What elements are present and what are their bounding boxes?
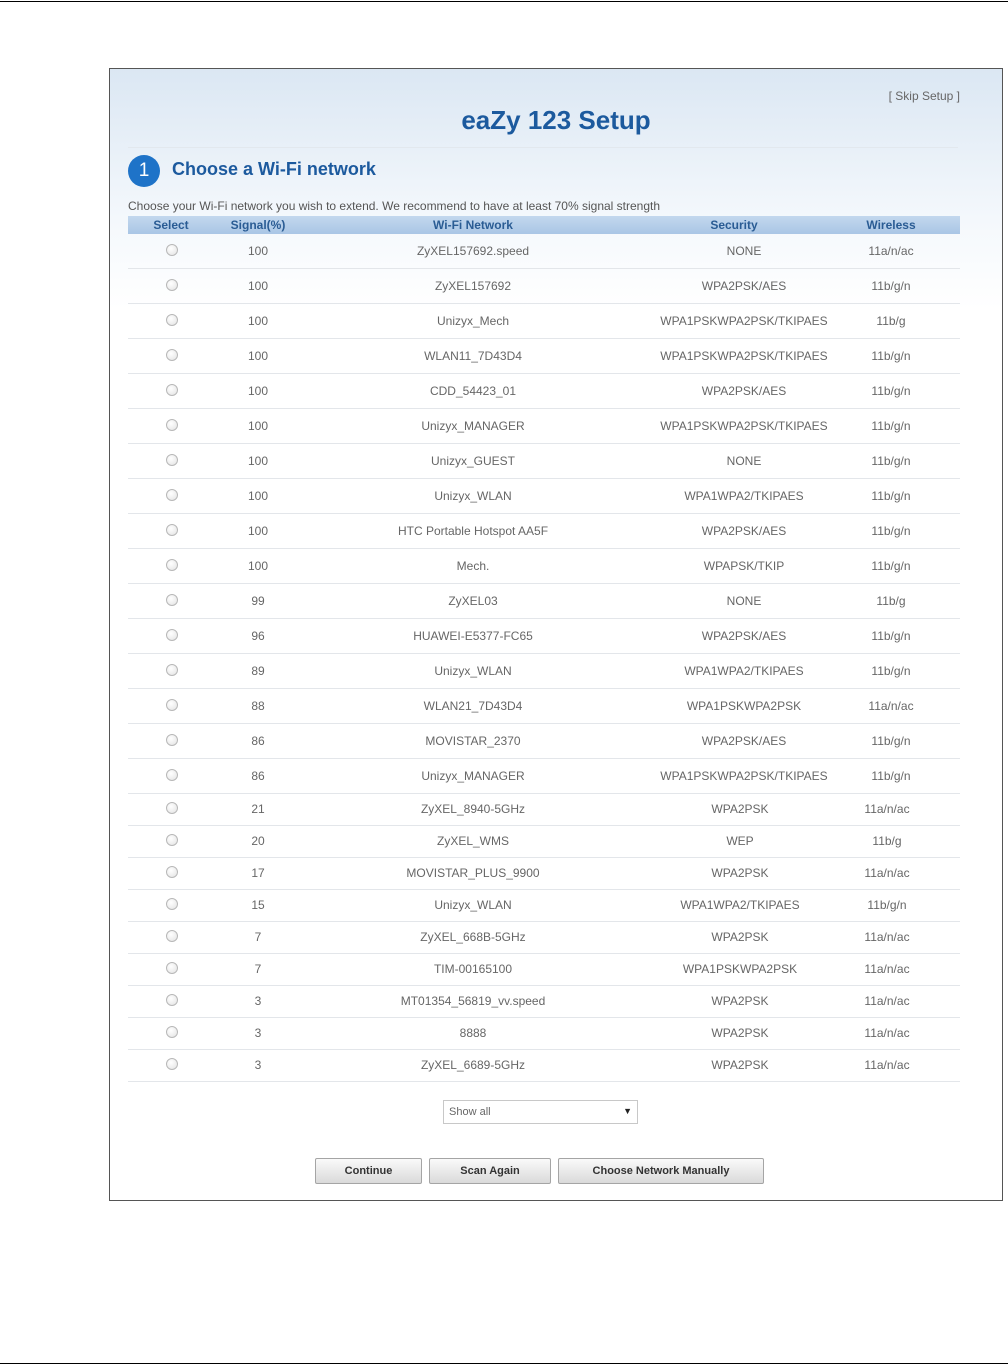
security-cell: WPA2PSK <box>711 1026 769 1040</box>
signal-cell: 15 <box>251 898 265 912</box>
wireless-mode-cell: 11a/n/ac <box>864 930 910 944</box>
signal-cell: 20 <box>251 834 265 848</box>
signal-cell: 100 <box>247 419 269 433</box>
select-radio[interactable] <box>166 349 178 361</box>
select-radio[interactable] <box>166 1058 178 1070</box>
signal-cell: 89 <box>251 664 265 678</box>
security-cell: WEP <box>726 834 754 848</box>
signal-cell: 100 <box>247 279 269 293</box>
signal-cell: 100 <box>247 244 269 258</box>
select-radio[interactable] <box>166 244 178 256</box>
select-radio[interactable] <box>166 699 178 711</box>
dropdown-arrow-icon: ▼ <box>623 1106 632 1116</box>
security-cell: NONE <box>726 244 762 258</box>
wireless-mode-cell: 11b/g/n <box>871 489 911 503</box>
network-name-cell: ZyXEL157692.speed <box>416 244 530 258</box>
network-name-cell: Unizyx_GUEST <box>430 454 516 468</box>
network-name-cell: ZyXEL_668B-5GHz <box>420 930 526 944</box>
table-row[interactable] <box>128 759 960 794</box>
title-divider <box>128 147 958 148</box>
select-radio[interactable] <box>166 629 178 641</box>
signal-cell: 99 <box>251 594 265 608</box>
wireless-mode-cell: 11b/g/n <box>871 769 911 783</box>
security-cell: WPA2PSK <box>711 802 769 816</box>
network-name-cell: ZyXEL_8940-5GHz <box>420 802 526 816</box>
signal-cell: 100 <box>247 524 269 538</box>
network-name-cell: CDD_54423_01 <box>429 384 517 398</box>
table-row[interactable] <box>128 479 960 514</box>
security-cell: WPAPSK/TKIP <box>703 559 785 573</box>
wireless-mode-cell: 11b/g <box>872 834 902 848</box>
table-row[interactable] <box>128 549 960 584</box>
select-radio[interactable] <box>166 279 178 291</box>
wifi-network-table <box>128 216 960 1082</box>
security-cell: NONE <box>726 594 762 608</box>
signal-cell: 100 <box>247 454 269 468</box>
network-name-cell: MT01354_56819_vv.speed <box>400 994 546 1008</box>
wireless-mode-cell: 11a/n/ac <box>864 1058 910 1072</box>
security-cell: WPA1PSKWPA2PSK/TKIPAES <box>660 349 828 363</box>
signal-cell: 100 <box>247 559 269 573</box>
wireless-mode-cell: 11b/g/n <box>867 898 907 912</box>
select-radio[interactable] <box>166 314 178 326</box>
select-radio[interactable] <box>166 834 178 846</box>
network-name-cell: MOVISTAR_2370 <box>425 734 521 748</box>
wireless-mode-cell: 11a/n/ac <box>864 802 910 816</box>
wireless-mode-cell: 11b/g/n <box>871 524 911 538</box>
show-filter-value: Show all <box>449 1106 491 1118</box>
wireless-mode-cell: 11a/n/ac <box>868 244 914 258</box>
header-wireless: Wireless <box>866 218 916 232</box>
wireless-mode-cell: 11b/g/n <box>871 734 911 748</box>
network-name-cell: Unizyx_WLAN <box>434 489 512 503</box>
signal-cell: 17 <box>251 866 265 880</box>
wireless-mode-cell: 11b/g/n <box>871 349 911 363</box>
table-row[interactable] <box>128 1050 960 1082</box>
security-cell: WPA2PSK <box>711 1058 769 1072</box>
network-name-cell: ZyXEL03 <box>448 594 498 608</box>
step-title: Choose a Wi-Fi network <box>172 159 376 179</box>
select-radio[interactable] <box>166 384 178 396</box>
security-cell: WPA1WPA2/TKIPAES <box>684 664 804 678</box>
signal-cell: 86 <box>251 769 265 783</box>
security-cell: WPA1PSKWPA2PSK <box>686 699 802 713</box>
network-name-cell: ZyXEL_WMS <box>436 834 509 848</box>
select-radio[interactable] <box>166 594 178 606</box>
table-row[interactable] <box>128 794 960 826</box>
security-cell: WPA1WPA2/TKIPAES <box>680 898 800 912</box>
select-radio[interactable] <box>166 802 178 814</box>
header-security: Security <box>710 218 758 232</box>
table-row[interactable] <box>128 922 960 954</box>
table-row[interactable] <box>128 269 960 304</box>
signal-cell: 100 <box>247 384 269 398</box>
signal-cell: 21 <box>251 802 265 816</box>
select-radio[interactable] <box>166 898 178 910</box>
wireless-mode-cell: 11a/n/ac <box>864 866 910 880</box>
table-row[interactable] <box>128 654 960 689</box>
select-radio[interactable] <box>166 419 178 431</box>
signal-cell: 86 <box>251 734 265 748</box>
wireless-mode-cell: 11b/g/n <box>871 419 911 433</box>
continue-button[interactable]: Continue <box>315 1158 422 1184</box>
security-cell: WPA1PSKWPA2PSK/TKIPAES <box>660 314 828 328</box>
signal-cell: 3 <box>254 994 262 1008</box>
signal-cell: 7 <box>254 962 262 976</box>
select-radio[interactable] <box>166 769 178 781</box>
wireless-mode-cell: 11b/g <box>876 314 906 328</box>
table-row[interactable] <box>128 724 960 759</box>
wireless-mode-cell: 11a/n/ac <box>864 994 910 1008</box>
choose-network-manually-button[interactable]: Choose Network Manually <box>558 1158 764 1184</box>
page-top-rule <box>0 1 1008 2</box>
wireless-mode-cell: 11b/g <box>876 594 906 608</box>
network-name-cell: Mech. <box>456 559 490 573</box>
setup-wizard-panel <box>109 68 1003 1201</box>
table-row[interactable] <box>128 1018 960 1050</box>
wireless-mode-cell: 11a/n/ac <box>864 962 910 976</box>
table-body <box>128 234 960 1082</box>
security-cell: WPA2PSK/AES <box>701 279 787 293</box>
header-select: Select <box>153 218 189 232</box>
table-row[interactable] <box>128 514 960 549</box>
signal-cell: 100 <box>247 349 269 363</box>
select-radio[interactable] <box>166 734 178 746</box>
scan-again-button[interactable]: Scan Again <box>429 1158 551 1184</box>
table-row[interactable] <box>128 954 960 986</box>
wireless-mode-cell: 11b/g/n <box>871 454 911 468</box>
select-radio[interactable] <box>166 559 178 571</box>
network-name-cell: Unizyx_WLAN <box>434 664 512 678</box>
table-row[interactable] <box>128 826 960 858</box>
security-cell: WPA2PSK <box>711 994 769 1008</box>
wireless-mode-cell: 11b/g/n <box>871 279 911 293</box>
select-radio[interactable] <box>166 524 178 536</box>
network-name-cell: ZyXEL_6689-5GHz <box>420 1058 526 1072</box>
signal-cell: 100 <box>247 314 269 328</box>
wireless-mode-cell: 11b/g/n <box>871 629 911 643</box>
table-row[interactable] <box>128 890 960 922</box>
table-row[interactable] <box>128 234 960 269</box>
table-row[interactable] <box>128 986 960 1018</box>
table-row[interactable] <box>128 409 960 444</box>
security-cell: NONE <box>726 454 762 468</box>
header-wifi-network: Wi-Fi Network <box>433 218 513 232</box>
network-name-cell: MOVISTAR_PLUS_9900 <box>406 866 540 880</box>
table-row[interactable] <box>128 858 960 890</box>
wireless-mode-cell: 11b/g/n <box>871 664 911 678</box>
signal-cell: 100 <box>247 489 269 503</box>
header-signal: Signal(%) <box>230 218 286 232</box>
signal-cell: 3 <box>254 1026 262 1040</box>
network-name-cell: 8888 <box>459 1026 487 1040</box>
network-name-cell: Unizyx_MANAGER <box>421 769 525 783</box>
table-row[interactable] <box>128 374 960 409</box>
security-cell: WPA2PSK/AES <box>701 734 787 748</box>
security-cell: WPA2PSK/AES <box>701 629 787 643</box>
select-radio[interactable] <box>166 994 178 1006</box>
page-title: eaZy 123 Setup <box>461 105 651 135</box>
network-name-cell: WLAN11_7D43D4 <box>424 349 522 363</box>
table-row[interactable] <box>128 304 960 339</box>
table-row[interactable] <box>128 689 960 724</box>
table-row[interactable] <box>128 444 960 479</box>
network-name-cell: Unizyx_WLAN <box>434 898 512 912</box>
network-name-cell: Unizyx_MANAGER <box>421 419 525 433</box>
network-name-cell: TIM-00165100 <box>433 962 513 976</box>
select-radio[interactable] <box>166 930 178 942</box>
signal-cell: 3 <box>254 1058 262 1072</box>
security-cell: WPA2PSK/AES <box>701 524 787 538</box>
select-radio[interactable] <box>166 454 178 466</box>
signal-cell: 7 <box>254 930 262 944</box>
select-radio[interactable] <box>166 962 178 974</box>
show-filter-select[interactable] <box>443 1100 638 1124</box>
network-name-cell: Unizyx_Mech <box>436 314 510 328</box>
security-cell: WPA1WPA2/TKIPAES <box>684 489 804 503</box>
select-radio[interactable] <box>166 1026 178 1038</box>
network-name-cell: HUAWEI-E5377-FC65 <box>413 629 533 643</box>
step-number-badge: 1 <box>128 155 160 187</box>
signal-cell: 88 <box>251 699 265 713</box>
table-row[interactable] <box>128 339 960 374</box>
table-row[interactable] <box>128 619 960 654</box>
instruction-text: Choose your Wi-Fi network you wish to extend. We recommend to have at least 70% signal strength <box>128 199 661 213</box>
wireless-mode-cell: 11b/g/n <box>871 384 911 398</box>
select-radio[interactable] <box>166 664 178 676</box>
select-radio[interactable] <box>166 489 178 501</box>
security-cell: WPA2PSK <box>711 866 769 880</box>
table-row[interactable] <box>128 584 960 619</box>
skip-setup-link[interactable]: [ Skip Setup ] <box>888 89 960 103</box>
network-name-cell: WLAN21_7D43D4 <box>423 699 523 713</box>
security-cell: WPA1PSKWPA2PSK/TKIPAES <box>660 769 828 783</box>
wireless-mode-cell: 11a/n/ac <box>868 699 914 713</box>
security-cell: WPA2PSK <box>711 930 769 944</box>
network-name-cell: HTC Portable Hotspot AA5F <box>397 524 549 538</box>
security-cell: WPA2PSK/AES <box>701 384 787 398</box>
network-name-cell: ZyXEL157692 <box>434 279 512 293</box>
select-radio[interactable] <box>166 866 178 878</box>
signal-cell: 96 <box>251 629 265 643</box>
security-cell: WPA1PSKWPA2PSK <box>682 962 798 976</box>
table-header <box>128 216 960 234</box>
wireless-mode-cell: 11b/g/n <box>871 559 911 573</box>
wireless-mode-cell: 11a/n/ac <box>864 1026 910 1040</box>
security-cell: WPA1PSKWPA2PSK/TKIPAES <box>660 419 828 433</box>
